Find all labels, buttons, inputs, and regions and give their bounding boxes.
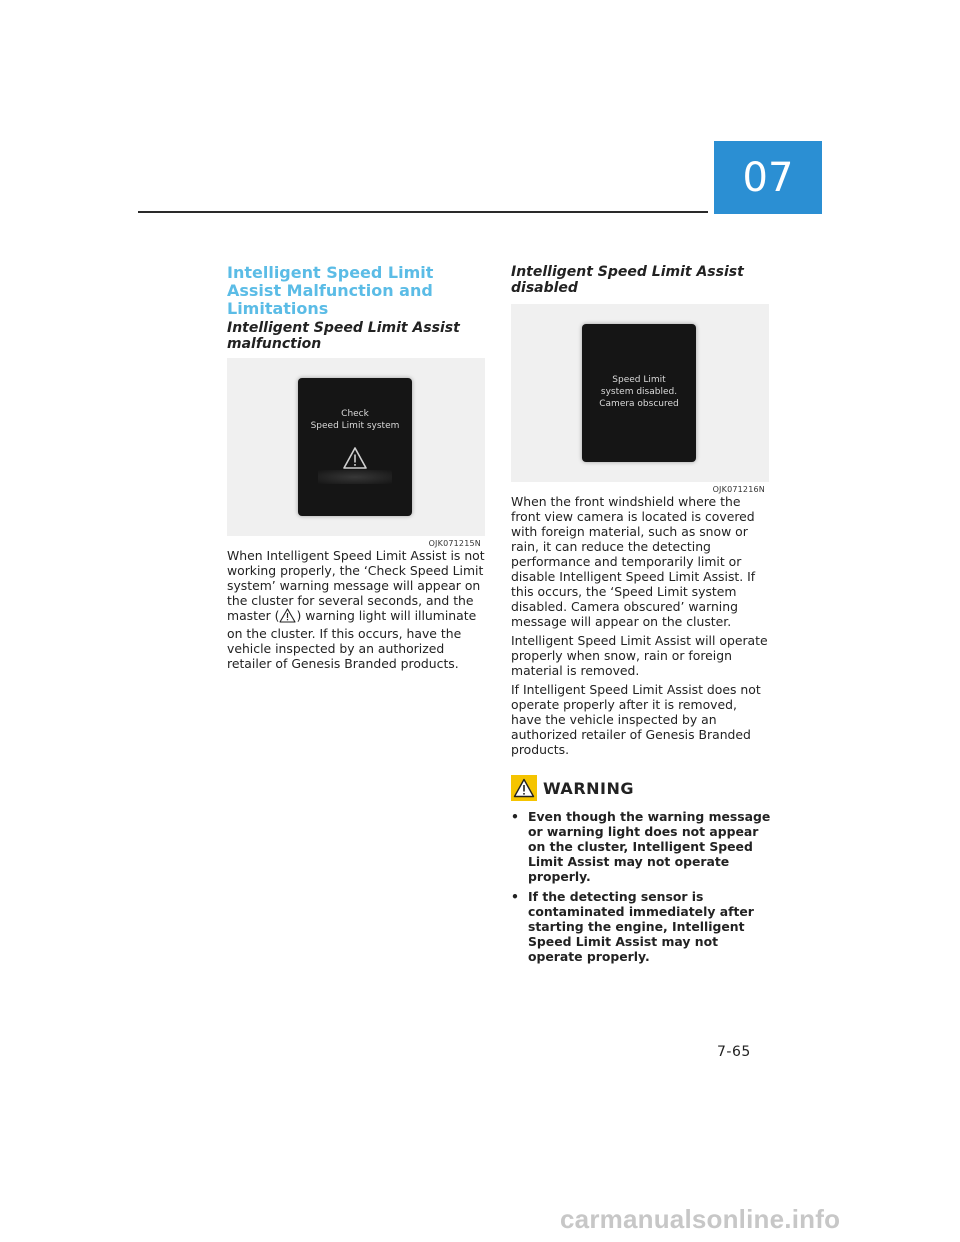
cluster-figure-malfunction xyxy=(227,358,485,548)
left-column xyxy=(227,264,487,675)
warning-item: • If the detecting sensor is contaminated immediately after starting the engine, Intelligent Speed Limit Assist may not operate properly. xyxy=(511,889,771,964)
subsection-title-malfunction: Intelligent Speed Limit Assist malfunction xyxy=(227,320,460,352)
warning-title: WARNING xyxy=(543,778,634,798)
malfunction-paragraph xyxy=(227,548,487,671)
disabled-paragraph-1: When the front windshield where the front view camera is located is covered with foreign material, such as snow or rain, it can reduce the detecting performance and temporarily limit or disable Intelligent Speed Limit Assist. If this occurs, the ‘Speed Limit system disabled. Camera obscured’ warning message will appear on the cluster. xyxy=(511,494,756,629)
warning-header xyxy=(511,775,771,801)
chapter-tab xyxy=(714,141,822,214)
figure-code: OJK071216N xyxy=(712,485,765,494)
display-glow xyxy=(318,470,392,484)
inline-warning-icon xyxy=(279,608,296,626)
disabled-paragraph-3: If Intelligent Speed Limit Assist does not operate properly after it is removed, have the vehicle inspected by an authorized retailer of Genesis Branded products. xyxy=(511,682,761,757)
header-rule xyxy=(138,211,708,213)
disabled-paragraph-2: Intelligent Speed Limit Assist will operate properly when snow, rain or foreign material is removed. xyxy=(511,633,768,678)
watermark-logo: carmanualsonline.info xyxy=(560,1204,841,1234)
warning-triangle-icon xyxy=(511,775,537,801)
paragraph-text-before: When Intelligent Speed Limit Assist is not working properly, the ‘Check Speed Limit system’ warning message will appear on the cluster for several seconds, and the master ( xyxy=(227,548,485,623)
cluster-figure-disabled xyxy=(511,304,769,494)
figure-code: OJK071215N xyxy=(428,539,481,548)
right-column xyxy=(511,264,771,969)
section-title: Intelligent Speed Limit Assist Malfunction and Limitations xyxy=(227,263,434,318)
paragraph-text-after: ) warning light will illuminate on the cluster. If this occurs, have the vehicle inspected by an authorized retailer of Genesis Branded products. xyxy=(227,608,477,671)
cluster-display xyxy=(582,324,696,462)
disabled-paragraphs xyxy=(511,494,771,757)
page-number: 7-65 xyxy=(717,1044,751,1060)
warning-item: • Even though the warning message or warning light does not appear on the cluster, Intelligent Speed Limit Assist may not operate properly. xyxy=(511,809,771,884)
cluster-display xyxy=(298,378,412,516)
cluster-message: Speed Limit system disabled. Camera obscured xyxy=(599,375,679,409)
chapter-number: 07 xyxy=(742,154,794,201)
cluster-message: Check Speed Limit system xyxy=(310,409,400,431)
warning-list xyxy=(511,809,771,964)
subsection-title-disabled: Intelligent Speed Limit Assist disabled xyxy=(511,264,744,296)
